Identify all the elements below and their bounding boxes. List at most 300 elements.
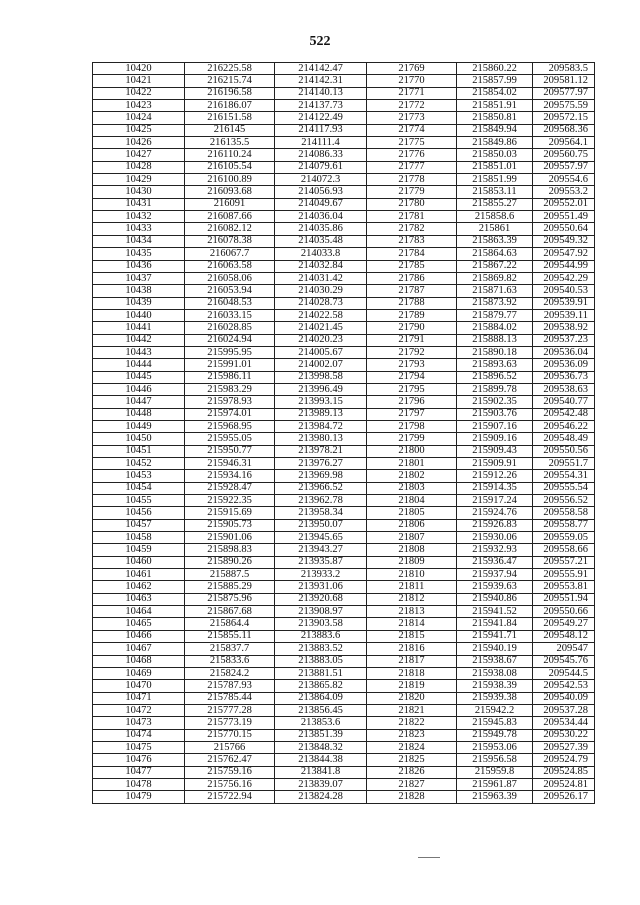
table-row <box>93 124 595 136</box>
cell-point-id-right: 21825 <box>367 754 457 766</box>
cell-point-id-left: 10450 <box>93 433 185 445</box>
cell-x-left: 216151.58 <box>185 112 275 124</box>
table-row <box>93 593 595 605</box>
cell-y-right: 209560.75 <box>533 149 595 161</box>
cell-point-id-left: 10434 <box>93 235 185 247</box>
cell-y-left: 213864.09 <box>275 692 367 704</box>
cell-point-id-left: 10443 <box>93 346 185 358</box>
cell-x-left: 215934.16 <box>185 470 275 482</box>
cell-y-left: 214021.45 <box>275 322 367 334</box>
cell-point-id-left: 10451 <box>93 445 185 457</box>
cell-y-left: 214049.67 <box>275 198 367 210</box>
cell-x-left: 215995.95 <box>185 346 275 358</box>
table-row <box>93 186 595 198</box>
cell-y-right: 209542.53 <box>533 680 595 692</box>
cell-y-left: 214072.3 <box>275 174 367 186</box>
cell-x-left: 216145 <box>185 124 275 136</box>
cell-x-left: 216067.7 <box>185 248 275 260</box>
cell-point-id-left: 10474 <box>93 729 185 741</box>
cell-y-left: 213841.8 <box>275 766 367 778</box>
table-row <box>93 458 595 470</box>
cell-y-left: 214086.33 <box>275 149 367 161</box>
cell-x-left: 215785.44 <box>185 692 275 704</box>
cell-point-id-right: 21793 <box>367 359 457 371</box>
cell-y-left: 213883.05 <box>275 655 367 667</box>
cell-x-right: 215937.94 <box>457 569 533 581</box>
cell-x-left: 216048.53 <box>185 297 275 309</box>
table-row <box>93 433 595 445</box>
table-row <box>93 161 595 173</box>
cell-y-left: 214005.67 <box>275 346 367 358</box>
cell-point-id-left: 10452 <box>93 458 185 470</box>
cell-x-right: 215926.83 <box>457 519 533 531</box>
cell-y-left: 213853.6 <box>275 717 367 729</box>
cell-y-right: 209553.81 <box>533 581 595 593</box>
cell-y-right: 209545.76 <box>533 655 595 667</box>
cell-y-left: 213935.87 <box>275 556 367 568</box>
cell-x-left: 215983.29 <box>185 383 275 395</box>
table-row <box>93 211 595 223</box>
cell-point-id-left: 10448 <box>93 408 185 420</box>
cell-x-left: 216063.58 <box>185 260 275 272</box>
cell-y-left: 214079.61 <box>275 161 367 173</box>
cell-x-right: 215864.63 <box>457 248 533 260</box>
cell-y-left: 214122.49 <box>275 112 367 124</box>
cell-y-right: 209549.32 <box>533 235 595 247</box>
cell-x-left: 215762.47 <box>185 754 275 766</box>
page-number: 522 <box>309 34 331 49</box>
cell-point-id-left: 10460 <box>93 556 185 568</box>
cell-y-right: 209547.92 <box>533 248 595 260</box>
cell-y-left: 214142.47 <box>275 63 367 75</box>
table-row <box>93 470 595 482</box>
cell-y-left: 213958.34 <box>275 507 367 519</box>
cell-y-right: 209539.91 <box>533 297 595 309</box>
cell-x-right: 215879.77 <box>457 309 533 321</box>
cell-x-left: 215968.95 <box>185 420 275 432</box>
cell-point-id-left: 10445 <box>93 371 185 383</box>
cell-point-id-right: 21808 <box>367 544 457 556</box>
cell-x-right: 215963.39 <box>457 791 533 803</box>
cell-y-left: 213989.13 <box>275 408 367 420</box>
cell-x-left: 216053.94 <box>185 285 275 297</box>
cell-point-id-left: 10440 <box>93 309 185 321</box>
cell-x-right: 215924.76 <box>457 507 533 519</box>
cell-x-right: 215861 <box>457 223 533 235</box>
cell-x-left: 215885.29 <box>185 581 275 593</box>
cell-x-right: 215860.22 <box>457 63 533 75</box>
cell-y-left: 214032.84 <box>275 260 367 272</box>
cell-point-id-right: 21791 <box>367 334 457 346</box>
cell-x-right: 215945.83 <box>457 717 533 729</box>
footer-mark <box>418 857 440 858</box>
table-row <box>93 149 595 161</box>
table-row <box>93 334 595 346</box>
cell-x-left: 215833.6 <box>185 655 275 667</box>
cell-x-left: 215928.47 <box>185 482 275 494</box>
cell-x-left: 215978.93 <box>185 396 275 408</box>
table-row <box>93 408 595 420</box>
cell-point-id-right: 21782 <box>367 223 457 235</box>
cell-point-id-right: 21769 <box>367 63 457 75</box>
cell-point-id-right: 21787 <box>367 285 457 297</box>
cell-y-right: 209539.11 <box>533 309 595 321</box>
table-row <box>93 75 595 87</box>
table-row <box>93 766 595 778</box>
cell-point-id-left: 10456 <box>93 507 185 519</box>
cell-point-id-right: 21795 <box>367 383 457 395</box>
cell-point-id-left: 10427 <box>93 149 185 161</box>
cell-point-id-right: 21824 <box>367 741 457 753</box>
cell-x-right: 215912.26 <box>457 470 533 482</box>
cell-x-right: 215850.03 <box>457 149 533 161</box>
cell-point-id-right: 21822 <box>367 717 457 729</box>
cell-point-id-left: 10467 <box>93 643 185 655</box>
cell-x-left: 215901.06 <box>185 532 275 544</box>
cell-x-left: 216024.94 <box>185 334 275 346</box>
table-row <box>93 741 595 753</box>
cell-x-right: 215854.02 <box>457 87 533 99</box>
cell-point-id-right: 21798 <box>367 420 457 432</box>
cell-x-right: 215893.63 <box>457 359 533 371</box>
table-row <box>93 630 595 642</box>
table-row <box>93 680 595 692</box>
cell-y-left: 213978.21 <box>275 445 367 457</box>
table-row <box>93 359 595 371</box>
cell-y-left: 214022.58 <box>275 309 367 321</box>
cell-y-left: 213943.27 <box>275 544 367 556</box>
cell-y-right: 209536.09 <box>533 359 595 371</box>
cell-point-id-left: 10435 <box>93 248 185 260</box>
cell-point-id-right: 21771 <box>367 87 457 99</box>
cell-x-right: 215909.43 <box>457 445 533 457</box>
table-row <box>93 729 595 741</box>
cell-point-id-right: 21804 <box>367 495 457 507</box>
cell-x-left: 215864.4 <box>185 618 275 630</box>
cell-x-left: 216186.07 <box>185 100 275 112</box>
cell-x-right: 215940.19 <box>457 643 533 655</box>
cell-y-left: 213980.13 <box>275 433 367 445</box>
cell-y-left: 213844.38 <box>275 754 367 766</box>
cell-x-right: 215941.71 <box>457 630 533 642</box>
cell-x-right: 215938.67 <box>457 655 533 667</box>
table-row <box>93 544 595 556</box>
cell-point-id-left: 10437 <box>93 272 185 284</box>
cell-point-id-right: 21779 <box>367 186 457 198</box>
cell-x-left: 215773.19 <box>185 717 275 729</box>
cell-y-left: 213883.6 <box>275 630 367 642</box>
cell-x-right: 215909.91 <box>457 458 533 470</box>
cell-x-right: 215959.8 <box>457 766 533 778</box>
cell-x-right: 215890.18 <box>457 346 533 358</box>
cell-x-right: 215938.08 <box>457 667 533 679</box>
cell-point-id-right: 21810 <box>367 569 457 581</box>
cell-y-left: 214056.93 <box>275 186 367 198</box>
cell-x-right: 215942.2 <box>457 704 533 716</box>
cell-y-right: 209546.22 <box>533 420 595 432</box>
cell-y-right: 209575.59 <box>533 100 595 112</box>
cell-y-left: 213969.98 <box>275 470 367 482</box>
cell-x-left: 215766 <box>185 741 275 753</box>
cell-x-left: 215770.15 <box>185 729 275 741</box>
cell-y-right: 209556.52 <box>533 495 595 507</box>
cell-point-id-left: 10442 <box>93 334 185 346</box>
table-row <box>93 643 595 655</box>
cell-x-left: 215837.7 <box>185 643 275 655</box>
cell-point-id-right: 21816 <box>367 643 457 655</box>
cell-x-right: 215855.27 <box>457 198 533 210</box>
cell-point-id-left: 10457 <box>93 519 185 531</box>
cell-x-right: 215849.94 <box>457 124 533 136</box>
cell-y-right: 209534.44 <box>533 717 595 729</box>
cell-y-right: 209581.12 <box>533 75 595 87</box>
cell-x-right: 215907.16 <box>457 420 533 432</box>
cell-y-right: 209557.21 <box>533 556 595 568</box>
cell-x-left: 215824.2 <box>185 667 275 679</box>
table-row <box>93 556 595 568</box>
cell-x-right: 215941.52 <box>457 606 533 618</box>
cell-point-id-left: 10469 <box>93 667 185 679</box>
table-row <box>93 791 595 803</box>
cell-point-id-right: 21777 <box>367 161 457 173</box>
cell-point-id-left: 10468 <box>93 655 185 667</box>
cell-y-right: 209577.97 <box>533 87 595 99</box>
table-row <box>93 507 595 519</box>
cell-x-left: 215759.16 <box>185 766 275 778</box>
cell-point-id-left: 10479 <box>93 791 185 803</box>
cell-point-id-right: 21774 <box>367 124 457 136</box>
table-row <box>93 383 595 395</box>
cell-point-id-left: 10426 <box>93 137 185 149</box>
cell-y-right: 209553.2 <box>533 186 595 198</box>
cell-y-left: 214142.31 <box>275 75 367 87</box>
cell-x-left: 216078.38 <box>185 235 275 247</box>
table-row <box>93 581 595 593</box>
cell-y-right: 209524.85 <box>533 766 595 778</box>
cell-y-left: 213998.58 <box>275 371 367 383</box>
cell-y-left: 213931.06 <box>275 581 367 593</box>
cell-x-left: 215915.69 <box>185 507 275 519</box>
cell-point-id-right: 21815 <box>367 630 457 642</box>
cell-point-id-left: 10438 <box>93 285 185 297</box>
cell-point-id-left: 10425 <box>93 124 185 136</box>
cell-y-right: 209537.28 <box>533 704 595 716</box>
cell-point-id-right: 21828 <box>367 791 457 803</box>
cell-y-left: 214030.29 <box>275 285 367 297</box>
cell-y-left: 213824.28 <box>275 791 367 803</box>
table-row <box>93 532 595 544</box>
cell-y-left: 213865.82 <box>275 680 367 692</box>
cell-x-right: 215851.91 <box>457 100 533 112</box>
cell-y-left: 214035.48 <box>275 235 367 247</box>
cell-x-left: 215974.01 <box>185 408 275 420</box>
cell-y-right: 209583.5 <box>533 63 595 75</box>
cell-x-right: 215939.63 <box>457 581 533 593</box>
table-row <box>93 297 595 309</box>
cell-x-right: 215938.39 <box>457 680 533 692</box>
cell-x-right: 215939.38 <box>457 692 533 704</box>
cell-point-id-right: 21827 <box>367 778 457 790</box>
table-row <box>93 87 595 99</box>
cell-point-id-left: 10428 <box>93 161 185 173</box>
cell-point-id-left: 10447 <box>93 396 185 408</box>
cell-point-id-right: 21797 <box>367 408 457 420</box>
cell-x-right: 215941.84 <box>457 618 533 630</box>
cell-point-id-left: 10446 <box>93 383 185 395</box>
cell-point-id-right: 21786 <box>367 272 457 284</box>
cell-x-left: 215855.11 <box>185 630 275 642</box>
cell-x-right: 215853.11 <box>457 186 533 198</box>
cell-y-left: 213881.51 <box>275 667 367 679</box>
cell-x-left: 215887.5 <box>185 569 275 581</box>
cell-point-id-left: 10476 <box>93 754 185 766</box>
cell-y-left: 214035.86 <box>275 223 367 235</box>
cell-x-left: 216135.5 <box>185 137 275 149</box>
cell-y-right: 209540.53 <box>533 285 595 297</box>
cell-y-right: 209536.04 <box>533 346 595 358</box>
table-row <box>93 606 595 618</box>
cell-y-right: 209554.31 <box>533 470 595 482</box>
cell-y-left: 214117.93 <box>275 124 367 136</box>
cell-y-right: 209536.73 <box>533 371 595 383</box>
cell-x-right: 215884.02 <box>457 322 533 334</box>
cell-point-id-right: 21785 <box>367 260 457 272</box>
cell-y-right: 209548.12 <box>533 630 595 642</box>
table-row <box>93 137 595 149</box>
cell-x-left: 216196.58 <box>185 87 275 99</box>
cell-y-right: 209564.1 <box>533 137 595 149</box>
cell-y-left: 213950.07 <box>275 519 367 531</box>
cell-x-right: 215896.52 <box>457 371 533 383</box>
cell-x-right: 215851.99 <box>457 174 533 186</box>
cell-point-id-left: 10449 <box>93 420 185 432</box>
cell-x-right: 215850.81 <box>457 112 533 124</box>
cell-x-right: 215909.16 <box>457 433 533 445</box>
cell-x-right: 215932.93 <box>457 544 533 556</box>
cell-y-left: 214111.4 <box>275 137 367 149</box>
cell-point-id-right: 21783 <box>367 235 457 247</box>
cell-x-right: 215940.86 <box>457 593 533 605</box>
cell-x-left: 215946.31 <box>185 458 275 470</box>
table-row <box>93 100 595 112</box>
cell-point-id-right: 21802 <box>367 470 457 482</box>
cell-x-left: 216058.06 <box>185 272 275 284</box>
cell-point-id-left: 10472 <box>93 704 185 716</box>
cell-point-id-left: 10441 <box>93 322 185 334</box>
cell-y-right: 209527.39 <box>533 741 595 753</box>
table-row <box>93 778 595 790</box>
cell-y-left: 213908.97 <box>275 606 367 618</box>
cell-x-left: 215875.96 <box>185 593 275 605</box>
cell-point-id-left: 10475 <box>93 741 185 753</box>
cell-point-id-right: 21817 <box>367 655 457 667</box>
cell-point-id-left: 10432 <box>93 211 185 223</box>
cell-point-id-right: 21790 <box>367 322 457 334</box>
cell-point-id-right: 21814 <box>367 618 457 630</box>
cell-x-left: 216033.15 <box>185 309 275 321</box>
cell-x-right: 215867.22 <box>457 260 533 272</box>
table-row <box>93 445 595 457</box>
cell-x-left: 216215.74 <box>185 75 275 87</box>
cell-y-left: 213856.45 <box>275 704 367 716</box>
cell-point-id-right: 21799 <box>367 433 457 445</box>
table-row <box>93 198 595 210</box>
cell-point-id-left: 10471 <box>93 692 185 704</box>
cell-x-left: 215922.35 <box>185 495 275 507</box>
cell-x-right: 215936.47 <box>457 556 533 568</box>
cell-y-right: 209524.79 <box>533 754 595 766</box>
cell-y-left: 214033.8 <box>275 248 367 260</box>
cell-point-id-left: 10458 <box>93 532 185 544</box>
cell-point-id-left: 10459 <box>93 544 185 556</box>
cell-y-right: 209558.58 <box>533 507 595 519</box>
cell-y-left: 214140.13 <box>275 87 367 99</box>
cell-point-id-right: 21776 <box>367 149 457 161</box>
cell-point-id-right: 21807 <box>367 532 457 544</box>
cell-x-right: 215858.6 <box>457 211 533 223</box>
cell-point-id-right: 21780 <box>367 198 457 210</box>
cell-y-left: 213976.27 <box>275 458 367 470</box>
cell-x-right: 215869.82 <box>457 272 533 284</box>
cell-point-id-left: 10436 <box>93 260 185 272</box>
cell-point-id-right: 21823 <box>367 729 457 741</box>
cell-y-left: 213848.32 <box>275 741 367 753</box>
cell-x-left: 215991.01 <box>185 359 275 371</box>
cell-x-right: 215917.24 <box>457 495 533 507</box>
cell-x-right: 215953.06 <box>457 741 533 753</box>
cell-point-id-left: 10473 <box>93 717 185 729</box>
table-row <box>93 285 595 297</box>
cell-y-left: 213966.52 <box>275 482 367 494</box>
cell-y-right: 209550.66 <box>533 606 595 618</box>
cell-point-id-left: 10433 <box>93 223 185 235</box>
table-row <box>93 667 595 679</box>
cell-point-id-right: 21794 <box>367 371 457 383</box>
cell-x-left: 215905.73 <box>185 519 275 531</box>
cell-point-id-right: 21812 <box>367 593 457 605</box>
cell-y-right: 209550.64 <box>533 223 595 235</box>
cell-y-left: 214036.04 <box>275 211 367 223</box>
table-row <box>93 248 595 260</box>
cell-point-id-right: 21819 <box>367 680 457 692</box>
cell-x-right: 215930.06 <box>457 532 533 544</box>
cell-point-id-left: 10461 <box>93 569 185 581</box>
cell-x-right: 215956.58 <box>457 754 533 766</box>
cell-x-right: 215849.86 <box>457 137 533 149</box>
cell-point-id-right: 21800 <box>367 445 457 457</box>
cell-x-right: 215871.63 <box>457 285 533 297</box>
table-row <box>93 717 595 729</box>
cell-x-left: 216105.54 <box>185 161 275 173</box>
cell-point-id-left: 10431 <box>93 198 185 210</box>
cell-point-id-right: 21778 <box>367 174 457 186</box>
cell-x-left: 215986.11 <box>185 371 275 383</box>
cell-x-right: 215888.13 <box>457 334 533 346</box>
table-row <box>93 260 595 272</box>
cell-x-right: 215961.87 <box>457 778 533 790</box>
cell-y-left: 213883.52 <box>275 643 367 655</box>
cell-point-id-right: 21803 <box>367 482 457 494</box>
cell-point-id-right: 21820 <box>367 692 457 704</box>
cell-x-right: 215863.39 <box>457 235 533 247</box>
cell-y-right: 209547 <box>533 643 595 655</box>
cell-x-left: 216028.85 <box>185 322 275 334</box>
cell-x-left: 216225.58 <box>185 63 275 75</box>
cell-point-id-left: 10422 <box>93 87 185 99</box>
cell-point-id-left: 10470 <box>93 680 185 692</box>
cell-point-id-left: 10477 <box>93 766 185 778</box>
cell-y-left: 213962.78 <box>275 495 367 507</box>
